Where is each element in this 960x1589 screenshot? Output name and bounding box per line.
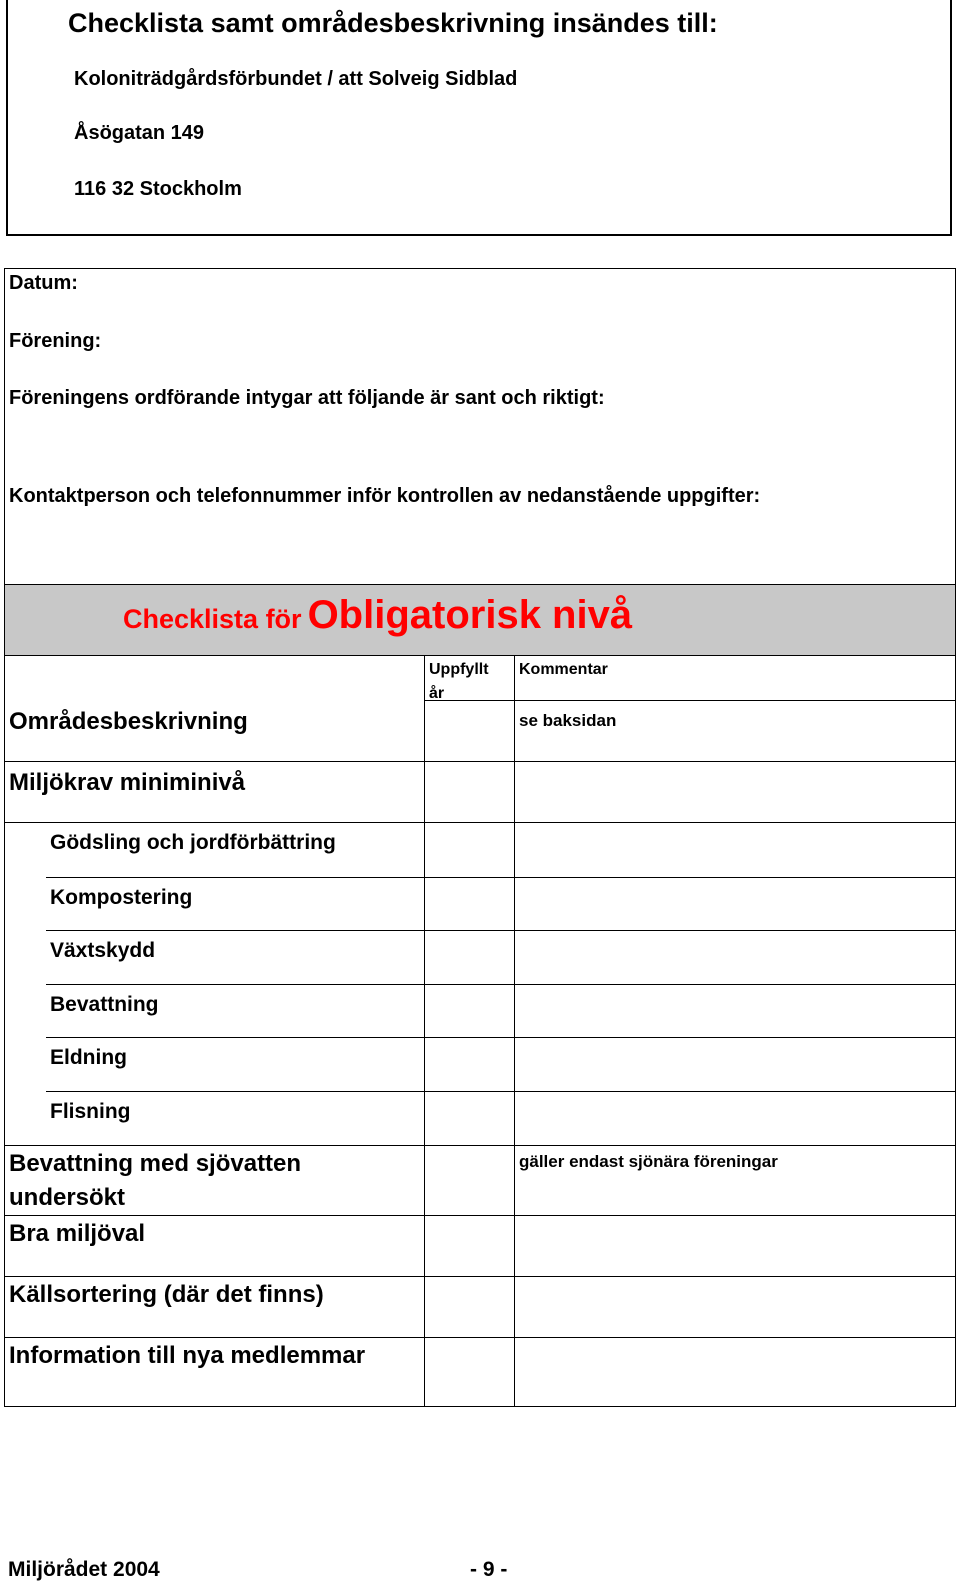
row-divider <box>5 761 955 762</box>
address-title: Checklista samt områdesbeskrivning insändes till: <box>68 8 718 38</box>
footer-publisher: Miljörådet 2004 <box>8 1558 160 1581</box>
banner-level: Obligatorisk nivå <box>307 593 633 637</box>
row-comment-omradesbeskrivning: se baksidan <box>519 711 617 730</box>
row-label-eldning: Eldning <box>50 1046 127 1069</box>
row-label-sjovatten: Bevattning med sjövatten <box>9 1150 302 1177</box>
address-recipient: Koloniträdgårdsförbundet / att Solveig Sidblad <box>74 68 518 90</box>
header-uppfyllt: Uppfyllt <box>429 661 489 678</box>
row-divider <box>46 877 955 878</box>
banner-prefix: Checklista för <box>123 604 302 634</box>
address-postal: 116 32 Stockholm <box>74 178 242 200</box>
row-divider <box>46 1037 955 1038</box>
header-uppfyllt-ar: år <box>429 685 445 702</box>
row-label-information: Information till nya medlemmar <box>9 1342 366 1369</box>
checklist-banner <box>4 584 956 656</box>
row-divider <box>5 1215 955 1216</box>
column-divider-kommentar <box>514 655 515 1407</box>
page-number: - 9 - <box>470 1558 508 1581</box>
forening-label: Förening: <box>9 330 102 352</box>
row-label-kallsortering: Källsortering (där det finns) <box>9 1281 324 1308</box>
row-label-bra-miljoval: Bra miljöval <box>9 1220 146 1247</box>
banner-heading <box>123 593 632 638</box>
row-label-vaxtskydd: Växtskydd <box>50 939 156 962</box>
row-label-bevattning: Bevattning <box>50 993 159 1016</box>
row-divider <box>5 1276 955 1277</box>
row-label-omradesbeskrivning: Områdesbeskrivning <box>9 708 248 735</box>
checklist-table <box>4 655 956 1407</box>
column-divider-uppfyllt <box>424 655 425 1407</box>
address-box <box>6 0 952 236</box>
row-label-sjovatten-undersokt: undersökt <box>9 1184 126 1211</box>
row-divider <box>46 1091 955 1092</box>
row-divider <box>5 822 955 823</box>
row-divider <box>5 1337 955 1338</box>
row-divider <box>5 1145 955 1146</box>
row-label-flisning: Flisning <box>50 1100 131 1123</box>
header-kommentar: Kommentar <box>519 661 608 678</box>
row-divider <box>46 984 955 985</box>
row-label-kompostering: Kompostering <box>50 886 193 909</box>
datum-label: Datum: <box>9 272 78 294</box>
row-label-godsling: Gödsling och jordförbättring <box>50 831 336 854</box>
intygar-text: Föreningens ordförande intygar att följande är sant och riktigt: <box>9 387 605 409</box>
row-divider <box>424 700 955 701</box>
kontakt-text: Kontaktperson och telefonnummer inför kontrollen av nedanstående uppgifter: <box>9 485 761 507</box>
row-label-miljokrav: Miljökrav miniminivå <box>9 769 246 796</box>
info-box <box>4 268 956 585</box>
row-divider <box>46 930 955 931</box>
row-comment-sjovatten: gäller endast sjönära föreningar <box>519 1152 778 1171</box>
address-street: Åsögatan 149 <box>74 122 205 144</box>
